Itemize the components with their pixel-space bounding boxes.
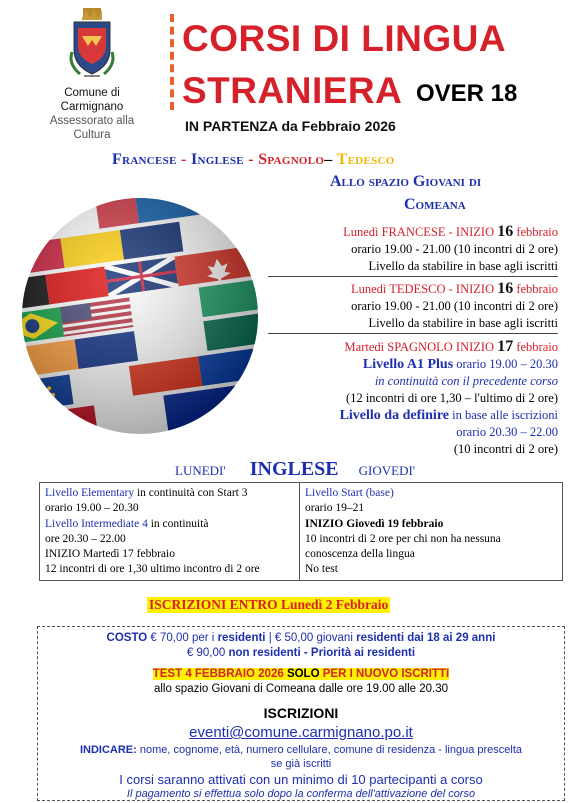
german-day: Lunedì TEDESCO xyxy=(350,282,446,296)
test-only: SOLO xyxy=(283,668,323,680)
course-german xyxy=(258,280,558,332)
cost-1d: residenti dai 18 ai 29 anni xyxy=(356,632,496,644)
english-day-left: LUNEDI' xyxy=(175,463,226,478)
english-course-heading xyxy=(175,458,445,481)
test-info xyxy=(38,667,564,697)
thursday-detail-1: 10 incontri di 2 ore per chi non ha nessuna xyxy=(305,532,501,545)
language-french: Francese xyxy=(112,151,177,168)
language-separator: - xyxy=(176,151,191,168)
english-monday-column xyxy=(40,483,300,580)
registration-deadline: ISCRIZIONI ENTRO Lunedì 2 Febbraio xyxy=(149,597,389,612)
monday-detail: 12 incontri di ore 1,30 ultimo incontro di 2 ore xyxy=(45,563,260,576)
municipality-name: Comune di Carmignano xyxy=(60,87,124,113)
french-time: orario 19.00 - 21.00 (10 incontri di 2 ore) xyxy=(351,242,558,256)
german-start-month: febbraio xyxy=(513,282,558,296)
english-thursday-column xyxy=(300,483,562,580)
cost-1b: residenti xyxy=(217,632,266,644)
language-spanish: Spagnolo xyxy=(258,151,325,168)
location-line-2: Comeana xyxy=(404,196,466,213)
spanish-level1-note: in continuità con il precedente corso xyxy=(374,374,558,388)
title-age-suffix: OVER 18 xyxy=(416,80,518,107)
title-line-1: CORSI DI LINGUA xyxy=(182,18,507,59)
municipal-crest-logo xyxy=(66,6,118,80)
spanish-level1-label: Livello A1 Plus xyxy=(362,357,454,372)
french-day: Lunedì FRANCESE xyxy=(343,225,446,239)
intermediate-time: ore 20.30 – 22.00 xyxy=(45,532,126,545)
french-start-month: febbraio xyxy=(513,225,558,239)
department-name: Assessorato alla Cultura xyxy=(49,115,135,141)
language-separator: – xyxy=(324,151,337,168)
indicare-label: INDICARE: xyxy=(79,744,137,756)
language-separator: - xyxy=(243,151,259,168)
language-english: Inglese xyxy=(190,151,244,168)
german-start-prefix: - INIZIO xyxy=(445,282,498,296)
registration-info-box xyxy=(37,626,565,801)
indicare-info xyxy=(38,743,564,771)
german-level: Livello da stabilire in base agli iscritti xyxy=(368,316,558,330)
location-line-1: Allo spazio Giovani di xyxy=(330,173,482,190)
flags-globe-illustration xyxy=(12,190,274,440)
start-date-subtitle: IN PARTENZA da Febbraio 2026 xyxy=(185,118,396,134)
elementary-label: Livello Elementary xyxy=(45,487,135,499)
spanish-level1-time: orario 19.00 – 20.30 xyxy=(453,357,558,371)
start-level-time: orario 19–21 xyxy=(305,502,365,515)
test-place: allo spazio Giovani di Comeana dalle ore 19.00 alle 20.30 xyxy=(153,683,449,695)
title-line-2: STRANIERA xyxy=(182,70,403,111)
min-participants: I corsi saranno attivati con un minimo di 10 partecipanti a corso xyxy=(119,772,483,787)
cost-label: COSTO xyxy=(106,632,148,644)
test-date: TEST 4 FEBBRAIO 2026 xyxy=(152,668,284,680)
spanish-level1-detail: (12 incontri di ore 1,30 – l'ultimo di 2 ore) xyxy=(346,391,558,405)
english-day-right: GIOVEDI' xyxy=(358,463,416,478)
language-german: Tedesco xyxy=(336,151,395,168)
elementary-note: in continuità con Start 3 xyxy=(134,487,248,499)
languages-list xyxy=(112,151,395,169)
spanish-level2-detail: (10 incontri di 2 ore) xyxy=(453,442,558,456)
course-french xyxy=(258,223,558,275)
thursday-start: INIZIO Giovedì 19 febbraio xyxy=(305,517,444,530)
payment-note: Il pagamento si effettua solo dopo la conferma dell'attivazione del corso xyxy=(126,788,476,800)
header-divider xyxy=(170,14,179,110)
email-wrapper xyxy=(38,724,564,741)
iscrizioni-heading: ISCRIZIONI xyxy=(263,705,339,721)
cost-1c: | € 50,00 giovani xyxy=(265,632,357,644)
start-level-note: (base) xyxy=(362,487,394,499)
spanish-day: Martedì SPAGNOLO xyxy=(344,340,453,354)
french-level: Livello da stabilire in base agli iscritti xyxy=(368,259,558,273)
english-title: INGLESE xyxy=(249,458,339,480)
cost-info xyxy=(38,631,564,661)
email-link[interactable]: eventi@comune.carmignano.po.it xyxy=(189,724,413,741)
elementary-time: orario 19.00 – 20.30 xyxy=(45,502,139,515)
spanish-level2-time: orario 20.30 – 22.00 xyxy=(456,425,558,439)
spanish-start-prefix: INIZIO xyxy=(452,340,498,354)
spanish-level2-note: in base alle iscrizioni xyxy=(449,408,558,422)
spanish-level2-label: Livello da definire xyxy=(339,408,449,423)
intermediate-note: in continuità xyxy=(147,517,209,530)
english-course-table xyxy=(39,482,563,581)
course-spanish xyxy=(258,338,558,458)
municipality-label xyxy=(32,86,152,142)
separator-line xyxy=(268,276,558,277)
indicare-text-2: se già iscritti xyxy=(270,758,332,770)
separator-line xyxy=(268,333,558,334)
start-level-label: Livello Start xyxy=(305,487,363,499)
thursday-detail-2: conoscenza della lingua xyxy=(305,548,415,561)
french-start-prefix: - INIZIO xyxy=(445,225,498,239)
monday-start: INIZIO Martedì 17 febbraio xyxy=(45,548,175,561)
cost-1a: € 70,00 per i xyxy=(147,632,218,644)
intermediate-label: Livello Intermediate 4 xyxy=(45,517,148,530)
cost-2b: non residenti - Priorità ai residenti xyxy=(228,647,416,659)
test-target: PER I NUOVO ISCRITTI xyxy=(322,668,450,680)
spanish-start-month: febbraio xyxy=(513,340,558,354)
thursday-detail-3: No test xyxy=(305,563,338,576)
indicare-text: nome, cognome, età, numero cellulare, comune di residenza - lingua prescelta xyxy=(136,744,523,756)
german-start-day: 16 xyxy=(497,280,514,297)
spanish-start-day: 17 xyxy=(497,338,514,355)
german-time: orario 19.00 - 21.00 (10 incontri di 2 ore) xyxy=(351,299,558,313)
cost-2a: € 90,00 xyxy=(186,647,229,659)
french-start-day: 16 xyxy=(497,223,514,240)
